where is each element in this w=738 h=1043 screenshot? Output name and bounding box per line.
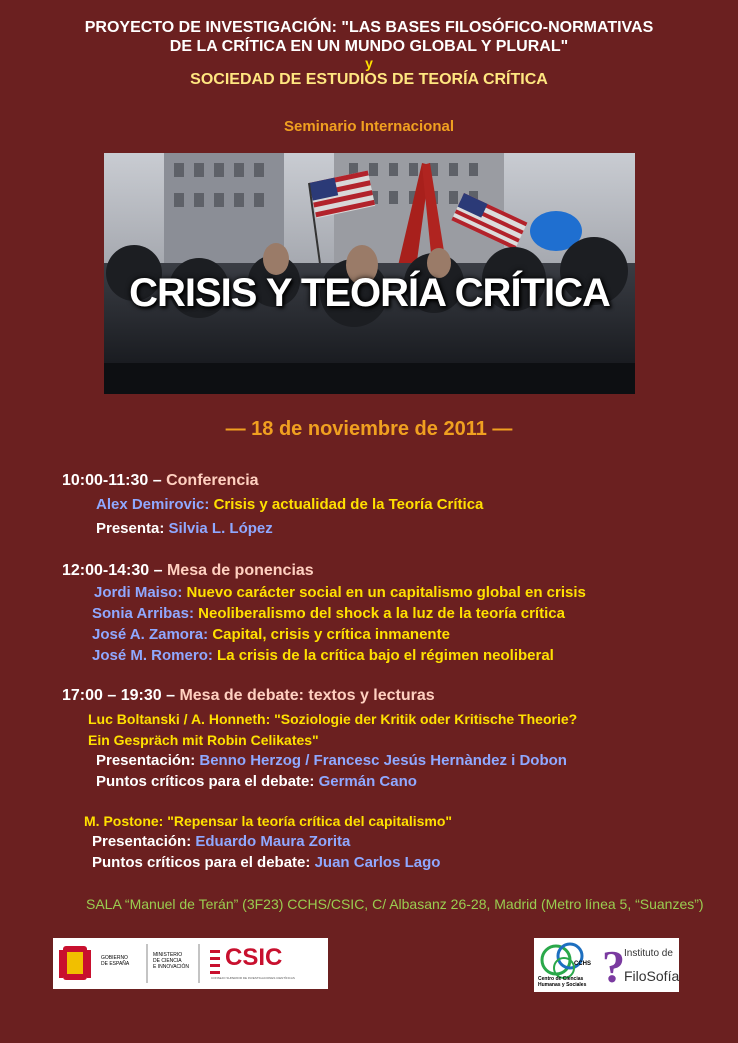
session1-label: Conferencia: [166, 472, 259, 489]
session3-header: [62, 687, 435, 705]
conjunction: y: [365, 55, 373, 71]
cchs-label: CCHS: [574, 961, 592, 967]
cchs-subtitle: Centro de Ciencias Humanas y Sociales: [538, 976, 587, 988]
session1-time: 10:00-11:30 –: [62, 472, 162, 489]
reading1-line2: Ein Gespräch mit Robin Celikates": [88, 732, 319, 748]
talk-title: La crisis de la crítica bajo el régimen neoliberal: [217, 647, 554, 664]
society-name: SOCIEDAD DE ESTUDIOS DE TEORÍA CRÍTICA: [190, 71, 548, 88]
session2-talk: [92, 647, 554, 665]
institute-label: Instituto de: [624, 948, 673, 959]
presenter-name: Silvia L. López: [168, 520, 273, 537]
presentation-label: Presentación:: [96, 752, 196, 769]
presentation-label: Presentación:: [92, 833, 192, 850]
reading1-critical-points: [96, 773, 417, 791]
cchs-filosofia-logo: [534, 938, 679, 992]
ministry-label: MINISTERIO DE CIENCIA E INNOVACIÓN: [153, 952, 190, 970]
session1-talk: [96, 496, 483, 514]
talk-title: Capital, crisis y crítica inmanente: [212, 626, 450, 643]
banner-title: CRISIS Y TEORÍA CRÍTICA: [129, 271, 610, 315]
discussant-name: Juan Carlos Lago: [314, 854, 441, 871]
reading2-title: M. Postone: "Repensar la teoría crítica del capitalismo": [84, 813, 453, 829]
session1-presenter: [96, 520, 273, 538]
talk-title: Crisis y actualidad de la Teoría Crítica: [213, 496, 484, 513]
presenter-names: Benno Herzog / Francesc Jesús Hernàndez i Dobon: [199, 752, 567, 769]
presenter-label: Presenta:: [96, 520, 165, 537]
reading2-presentation: [92, 833, 350, 851]
reading1-line1: Luc Boltanski / A. Honneth: "Soziologie der Kritik oder Kritische Theorie?: [88, 711, 578, 727]
banner-photo: [104, 153, 635, 394]
spain-coat-of-arms-icon: [53, 938, 328, 989]
seminar-label: Seminario Internacional: [283, 118, 455, 135]
project-title-line1: PROYECTO DE INVESTIGACIÓN: "LAS BASES FILOSÓFICO-NORMATIVAS: [84, 19, 654, 36]
reading1-presentation: [96, 752, 567, 770]
poster-header: [0, 18, 738, 89]
gov-label: GOBIERNO DE ESPAÑA: [101, 955, 130, 967]
session3-label: Mesa de debate: textos y lecturas: [179, 687, 435, 704]
session2-header: [62, 562, 314, 580]
presenter-name: Eduardo Maura Zorita: [195, 833, 351, 850]
csic-logo-text: CSIC: [225, 944, 283, 971]
government-csic-logo: [53, 938, 328, 989]
speaker-name: Sonia Arribas:: [92, 605, 194, 622]
csic-subtitle: CONSEJO SUPERIOR DE INVESTIGACIONES CIENTÍFICAS: [211, 976, 295, 980]
talk-title: Neoliberalismo del shock a la luz de la teoría crítica: [198, 605, 565, 622]
session2-label: Mesa de ponencias: [166, 562, 314, 579]
venue-info: SALA “Manuel de Terán” (3F23) CCHS/CSIC, C/ Albasanz 26-28, Madrid (Metro línea 5, “Suanzes”): [86, 896, 704, 912]
discussant-name: Germán Cano: [318, 773, 417, 790]
reading2-critical-points: [92, 854, 440, 872]
critical-points-label: Puntos críticos para el debate:: [96, 773, 315, 790]
speaker-name: José A. Zamora:: [92, 626, 209, 643]
speaker-name: Jordi Maiso:: [94, 584, 183, 601]
critical-points-label: Puntos críticos para el debate:: [92, 854, 311, 871]
project-title-line2: DE LA CRÍTICA EN UN MUNDO GLOBAL Y PLURAL": [169, 38, 569, 55]
session3-time: 17:00 – 19:30 –: [62, 687, 175, 704]
speaker-name: José M. Romero:: [92, 647, 213, 664]
event-date: — 18 de noviembre de 2011 —: [225, 418, 513, 440]
filosofia-label: FiloSofía: [624, 968, 680, 984]
talk-title: Nuevo carácter social en un capitalismo global en crisis: [186, 584, 586, 601]
session1-header: [62, 472, 259, 490]
session2-talk: [94, 584, 586, 602]
session2-talk: [92, 605, 565, 623]
speaker-name: Alex Demirovic:: [96, 496, 210, 513]
session2-talk: [92, 626, 450, 644]
session2-time: 12:00-14:30 –: [62, 562, 163, 579]
svg-text:?: ?: [602, 941, 625, 992]
